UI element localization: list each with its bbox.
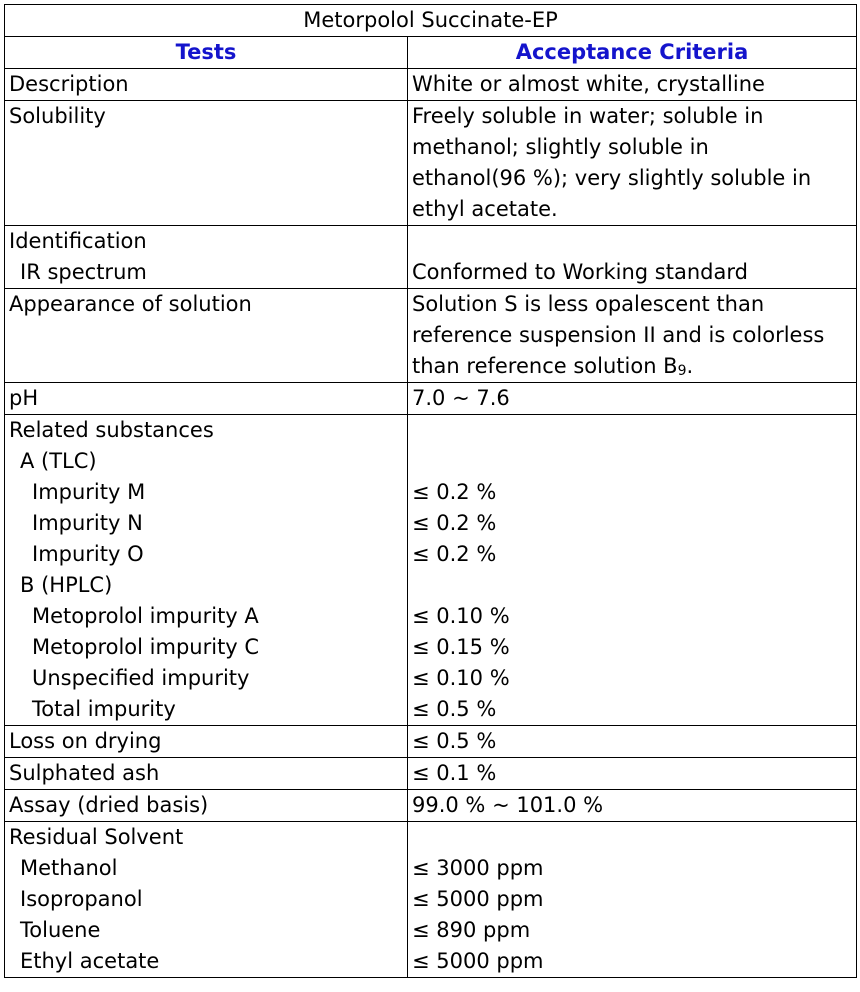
criteria-text: Freely soluble in water; soluble in — [412, 104, 764, 128]
criteria-cell — [408, 69, 857, 101]
table-row — [5, 822, 857, 978]
criteria-text — [412, 226, 852, 257]
criteria-cell — [408, 383, 857, 415]
criteria-text: methanol; slightly soluble in — [412, 135, 709, 159]
test-cell — [5, 758, 408, 790]
criteria-text — [412, 570, 852, 601]
criteria-text: White or almost white, crystalline — [412, 72, 765, 96]
test-cell — [5, 226, 408, 289]
criteria-subscript: 9 — [677, 363, 687, 379]
test-label: Metoprolol impurity A — [32, 604, 259, 628]
test-label: pH — [9, 386, 39, 410]
criteria-text: ethyl acetate. — [412, 197, 558, 221]
criteria-text: ≤ 0.10 % — [412, 604, 510, 628]
test-label: IR spectrum — [20, 260, 147, 284]
criteria-text: 7.0 ~ 7.6 — [412, 386, 510, 410]
test-cell — [5, 726, 408, 758]
test-label: Sulphated ash — [9, 761, 160, 785]
criteria-text: ≤ 5000 ppm — [412, 949, 544, 973]
tests-column-header: Tests — [5, 37, 408, 69]
criteria-text: ≤ 3000 ppm — [412, 856, 544, 880]
criteria-cell — [408, 101, 857, 226]
criteria-text — [412, 415, 852, 446]
criteria-text — [412, 822, 852, 853]
test-label: Related substances — [9, 418, 214, 442]
table-row — [5, 790, 857, 822]
test-label: Identification — [9, 229, 147, 253]
test-label: Loss on drying — [9, 729, 162, 753]
criteria-text-main: than reference solution B — [412, 354, 678, 378]
test-cell — [5, 69, 408, 101]
test-label: Methanol — [20, 856, 118, 880]
criteria-text: ≤ 0.2 % — [412, 542, 497, 566]
criteria-cell — [408, 415, 857, 726]
criteria-text: Solution S is less opalescent than — [412, 292, 765, 316]
test-label: Toluene — [20, 918, 101, 942]
criteria-text: ≤ 5000 ppm — [412, 887, 544, 911]
criteria-cell — [408, 790, 857, 822]
criteria-cell — [408, 289, 857, 383]
test-label: Assay (dried basis) — [9, 793, 209, 817]
document-title: Metorpolol Succinate-EP — [5, 5, 857, 37]
test-label: Impurity N — [32, 511, 143, 535]
table-body — [5, 69, 857, 978]
criteria-cell — [408, 226, 857, 289]
table-row — [5, 69, 857, 101]
test-cell — [5, 101, 408, 226]
criteria-cell — [408, 726, 857, 758]
criteria-text: Conformed to Working standard — [412, 260, 748, 284]
test-label: A (TLC) — [20, 449, 97, 473]
test-label: Isopropanol — [20, 887, 143, 911]
table-row — [5, 383, 857, 415]
criteria-text: ≤ 0.15 % — [412, 635, 510, 659]
test-cell — [5, 383, 408, 415]
criteria-text — [412, 351, 852, 382]
test-cell — [5, 289, 408, 383]
test-label: Solubility — [9, 104, 106, 128]
criteria-text: ≤ 0.5 % — [412, 729, 497, 753]
test-label: Residual Solvent — [9, 825, 184, 849]
criteria-text: ≤ 890 ppm — [412, 918, 531, 942]
criteria-text: ≤ 0.10 % — [412, 666, 510, 690]
test-label: Appearance of solution — [9, 292, 252, 316]
test-label: Impurity O — [32, 542, 144, 566]
table-row — [5, 415, 857, 726]
criteria-text: ≤ 0.2 % — [412, 480, 497, 504]
criteria-text: ≤ 0.5 % — [412, 697, 497, 721]
table-row — [5, 289, 857, 383]
criteria-text: ≤ 0.2 % — [412, 511, 497, 535]
table-row — [5, 101, 857, 226]
criteria-text — [412, 446, 852, 477]
header-row — [5, 37, 857, 69]
title-row — [5, 5, 857, 37]
criteria-text: ≤ 0.1 % — [412, 761, 497, 785]
specification-table — [4, 4, 857, 978]
table-row — [5, 226, 857, 289]
test-label: Unspecified impurity — [32, 666, 250, 690]
test-label: Metoprolol impurity C — [32, 635, 260, 659]
criteria-text: ethanol(96 %); very slightly soluble in — [412, 166, 812, 190]
test-label: Ethyl acetate — [20, 949, 160, 973]
table-row — [5, 726, 857, 758]
table-row — [5, 758, 857, 790]
test-label: Total impurity — [32, 697, 176, 721]
test-cell — [5, 790, 408, 822]
criteria-cell — [408, 758, 857, 790]
test-cell — [5, 415, 408, 726]
criteria-text: reference suspension II and is colorless — [412, 323, 825, 347]
test-label: Description — [9, 72, 129, 96]
test-label: B (HPLC) — [20, 573, 113, 597]
criteria-column-header: Acceptance Criteria — [408, 37, 857, 69]
test-cell — [5, 822, 408, 978]
test-label: Impurity M — [32, 480, 146, 504]
criteria-cell — [408, 822, 857, 978]
criteria-text-suffix: . — [686, 354, 694, 378]
criteria-text: 99.0 % ~ 101.0 % — [412, 793, 604, 817]
